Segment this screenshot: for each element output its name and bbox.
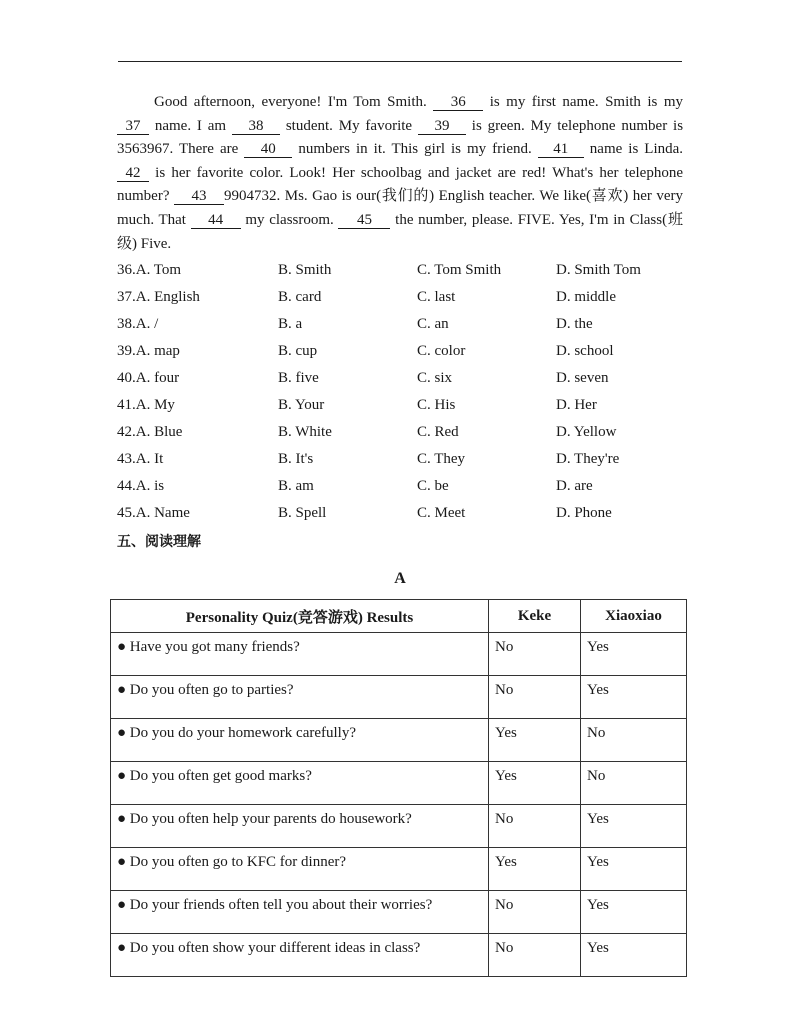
header-keke: Keke [489,600,581,633]
option-row [117,312,683,339]
blank-45: 45 [338,213,390,229]
option-c: C. Meet [417,505,466,521]
keke-cell: Yes [489,848,581,891]
option-row [117,501,683,528]
question-cell: ● Do you often go to KFC for dinner? [111,848,489,891]
passage-text: is her favorite color. Look! Her schoolbag and jacket are red! What's her telephone number? [117,164,683,205]
option-row [117,258,683,285]
option-b: B. am [278,478,314,494]
option-d: D. Smith Tom [556,262,641,278]
option-a: 44.A. is [117,478,165,494]
option-row [117,366,683,393]
option-a: 43.A. It [117,451,164,467]
option-d: D. Her [556,397,597,413]
option-c: C. last [417,289,456,305]
keke-cell: No [489,805,581,848]
option-a: 38.A. / [117,316,159,332]
blank-37: 37 [117,119,149,135]
option-c: C. They [417,451,466,467]
question-cell: ● Do you do your homework carefully? [111,719,489,762]
xiaoxiao-cell: No [581,762,687,805]
cloze-passage [117,91,683,256]
option-d: D. the [556,316,593,332]
blank-39: 39 [418,119,466,135]
blank-42: 42 [117,166,149,182]
xiaoxiao-cell: Yes [581,891,687,934]
passage-text: is my first name. Smith is my [489,94,684,110]
table-row [111,891,687,934]
keke-cell: No [489,676,581,719]
option-d: D. are [556,478,593,494]
option-b: B. It's [278,451,314,467]
xiaoxiao-cell: Yes [581,805,687,848]
option-d: D. Phone [556,505,612,521]
xiaoxiao-cell: Yes [581,934,687,977]
option-row [117,393,683,420]
passage-text: 9904732. Ms. Gao is our(我们的) English teacher. We like(喜欢) her very much. That [117,188,683,228]
option-d: D. They're [556,451,620,467]
table-row [111,934,687,977]
option-b: B. card [278,289,322,305]
option-a: 41.A. My [117,397,175,413]
option-d: D. Yellow [556,424,617,440]
header-xiaoxiao: Xiaoxiao [581,600,687,633]
passage-text: the number, please. FIVE. Yes, I'm in Class(班级) Five. [117,211,684,252]
option-a: 45.A. Name [117,505,190,521]
table-row [111,676,687,719]
table-row [111,805,687,848]
option-a: 40.A. four [117,370,180,386]
passage-text: Good afternoon, everyone! I'm Tom Smith. [154,94,427,110]
blank-40: 40 [244,142,292,158]
question-cell: ● Do you often get good marks? [111,762,489,805]
blank-36: 36 [433,95,483,111]
option-c: C. His [417,397,456,413]
option-row [117,420,683,447]
option-b: B. five [278,370,319,386]
passage-text: student. My favorite [285,117,413,134]
passage-text: is green. My telephone number is 3563967. There are [117,117,684,158]
option-d: D. middle [556,289,616,305]
option-c: C. an [417,316,449,332]
passage-text: name is Linda. [589,141,684,158]
question-cell: ● Do your friends often tell you about their worries? [111,891,489,934]
option-d: D. seven [556,370,609,386]
keke-cell: Yes [489,762,581,805]
table-row [111,762,687,805]
section-title: 五、阅读理解 [117,534,201,550]
table-row [111,848,687,891]
option-b: B. Spell [278,505,327,521]
question-cell: ● Do you often go to parties? [111,676,489,719]
option-a: 37.A. English [117,289,200,305]
keke-cell: No [489,633,581,676]
blank-44: 44 [191,213,241,229]
option-row [117,447,683,474]
xiaoxiao-cell: Yes [581,848,687,891]
option-b: B. White [278,424,332,440]
table-row [111,633,687,676]
option-c: C. Tom Smith [417,262,502,278]
passage-text: my classroom. [245,211,334,228]
question-cell: ● Have you got many friends? [111,633,489,676]
question-cell: ● Do you often show your different ideas in class? [111,934,489,977]
option-a: 39.A. map [117,343,180,359]
passage-text: numbers in it. This girl is my friend. [298,141,532,158]
part-title: A [394,570,406,587]
blank-43: 43 [174,189,224,205]
option-b: B. cup [278,343,318,359]
option-c: C. color [417,343,466,359]
blank-38: 38 [232,119,280,135]
keke-cell: Yes [489,719,581,762]
blank-41: 41 [538,142,584,158]
option-d: D. school [556,343,614,359]
option-a: 42.A. Blue [117,424,183,440]
option-c: C. be [417,478,449,494]
passage-text: name. I am [154,117,227,134]
xiaoxiao-cell: Yes [581,633,687,676]
option-row [117,285,683,312]
header-rule [118,61,682,62]
option-row [117,339,683,366]
xiaoxiao-cell: Yes [581,676,687,719]
option-b: B. a [278,316,303,332]
option-row [117,474,683,501]
header-question: Personality Quiz(竞答游戏) Results [111,600,489,633]
option-a: 36.A. Tom [117,262,182,278]
question-cell: ● Do you often help your parents do housework? [111,805,489,848]
option-c: C. six [417,370,453,386]
table-header-row [111,600,687,633]
keke-cell: No [489,934,581,977]
options-list [117,258,683,528]
keke-cell: No [489,891,581,934]
option-b: B. Smith [278,262,332,278]
quiz-table [110,599,687,977]
xiaoxiao-cell: No [581,719,687,762]
option-b: B. Your [278,397,325,413]
table-row [111,719,687,762]
option-c: C. Red [417,424,459,440]
